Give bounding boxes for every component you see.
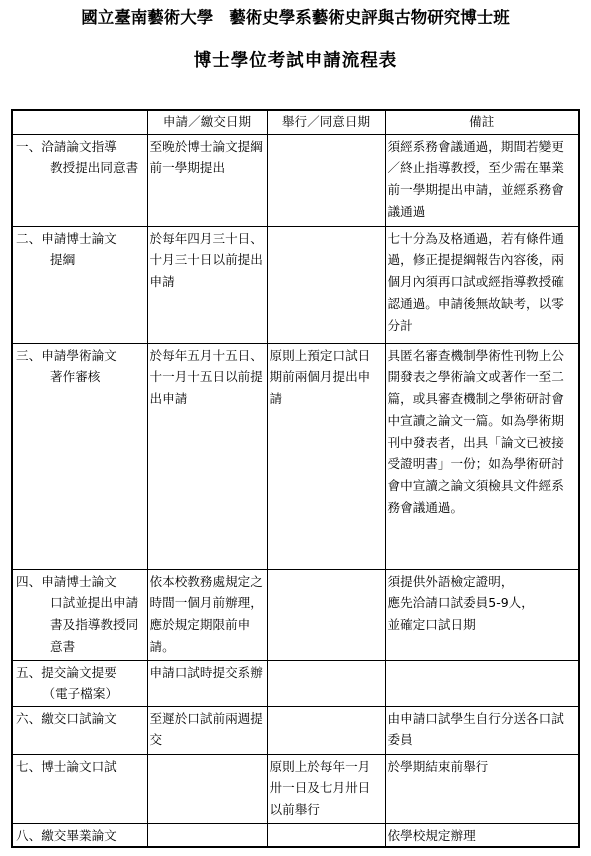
document-title <box>0 4 591 28</box>
header-hold-date: 舉行／同意日期 <box>267 110 385 134</box>
step-title: 博士論文口試 <box>41 758 117 774</box>
step-title: 申請博士論文 <box>41 573 117 589</box>
committee-size: 5-9 <box>488 595 509 611</box>
step-title: 繳交口試論文 <box>41 710 117 726</box>
step-title-cont: 提綱 <box>50 252 76 268</box>
step-cell <box>12 660 147 706</box>
hold-date-cell <box>267 226 385 343</box>
table-header-row <box>12 110 579 134</box>
step-title: 申請學術論文 <box>41 347 117 363</box>
header-item <box>12 110 147 134</box>
step-title-cont: （電子檔案） <box>42 686 119 702</box>
apply-date-cell: 於每年四月三十日、十月三十日以前提出申請 <box>147 226 267 343</box>
table-row <box>12 754 579 823</box>
step-cell <box>12 706 147 754</box>
hold-date-cell <box>267 660 385 706</box>
university-name: 國立臺南藝術大學 <box>81 8 214 27</box>
table-row <box>12 706 579 754</box>
step-title-cont: 口試並提出申請書及指導教授同意書 <box>50 595 139 654</box>
note-cell: 由申請口試學生自行分送各口試委員 <box>385 706 579 754</box>
hold-date-cell <box>267 706 385 754</box>
step-number: 三、 <box>16 347 42 363</box>
step-number: 五、 <box>16 664 42 680</box>
step-title: 繳交畢業論文 <box>41 827 117 843</box>
note-cell: 於學期結束前舉行 <box>385 754 579 823</box>
table-row <box>12 823 579 847</box>
step-title-cont: 著作審核 <box>50 369 101 385</box>
step-number: 四、 <box>16 573 42 589</box>
apply-date-cell <box>147 754 267 823</box>
step-cell <box>12 569 147 660</box>
hold-date-cell: 原則上預定口試日期前兩個月提出申請 <box>267 343 385 569</box>
step-cell <box>12 754 147 823</box>
apply-date-cell: 依本校教務處規定之時間一個月前辦理，應於規定期限前申請。 <box>147 569 267 660</box>
step-title: 申請博士論文 <box>41 230 117 246</box>
step-number: 八、 <box>16 827 42 843</box>
step-number: 二、 <box>16 230 42 246</box>
table-row <box>12 134 579 226</box>
note-cell: 須經系務會議通過，期間若變更／終止指導教授，至少需在畢業前一學期提出申請，並經系務會議通過 <box>385 134 579 226</box>
program-name: 藝術史學系藝術史評與古物研究博士班 <box>229 8 510 27</box>
document-subtitle: 博士學位考試申請流程表 <box>193 51 398 71</box>
table-row <box>12 660 579 706</box>
table-row <box>12 343 579 569</box>
step-number: 七、 <box>16 758 42 774</box>
hold-date-cell <box>267 134 385 226</box>
table-row <box>12 226 579 343</box>
note-line: 並確定口試日期 <box>387 617 476 633</box>
apply-date-cell: 至晚於博士論文提綱前一學期提出 <box>147 134 267 226</box>
step-title-cont: 教授提出同意書 <box>50 160 139 176</box>
step-number: 一、 <box>16 138 42 154</box>
note-cell: 依學校規定辦理 <box>385 823 579 847</box>
note-cell <box>385 660 579 706</box>
note-line: 應先洽請口試委員 <box>387 595 489 611</box>
apply-date-cell <box>147 823 267 847</box>
hold-date-cell <box>267 569 385 660</box>
hold-date-cell <box>267 823 385 847</box>
step-cell <box>12 823 147 847</box>
note-cell <box>385 569 579 660</box>
header-notes: 備註 <box>385 110 579 134</box>
step-cell <box>12 226 147 343</box>
step-number: 六、 <box>16 710 42 726</box>
note-cell: 七十分為及格通過，若有條件通過，修正提提綱報告內容後，兩個月內須再口試或經指導教授確認通過。申請後無故缺考，以零分計 <box>385 226 579 343</box>
apply-date-cell: 至遲於口試前兩週提交 <box>147 706 267 754</box>
step-cell <box>12 343 147 569</box>
hold-date-cell: 原則上於每年一月卅一日及七月卅日以前舉行 <box>267 754 385 823</box>
table-row <box>12 569 579 660</box>
header-apply-date: 申請／繳交日期 <box>147 110 267 134</box>
process-table <box>11 109 580 848</box>
note-line: 人， <box>508 595 534 611</box>
apply-date-cell: 申請口試時提交系辦 <box>147 660 267 706</box>
note-line: 須提供外語檢定證明， <box>387 573 514 589</box>
step-cell <box>12 134 147 226</box>
apply-date-cell: 於每年五月十五日、十一月十五日以前提出申請 <box>147 343 267 569</box>
step-title: 洽請論文指導 <box>41 138 117 154</box>
note-cell: 具匿名審查機制學術性刊物上公開發表之學術論文或著作一至二篇，或具審查機制之學術研討會中宣讀之論文一篇。如為學術期刊中發表者，出具「論文已被接受證明書」一份；如為學術研討會中宣讀之論文須檢具文件經系務會議通過。 <box>385 343 579 569</box>
step-title: 提交論文提要 <box>41 664 117 680</box>
